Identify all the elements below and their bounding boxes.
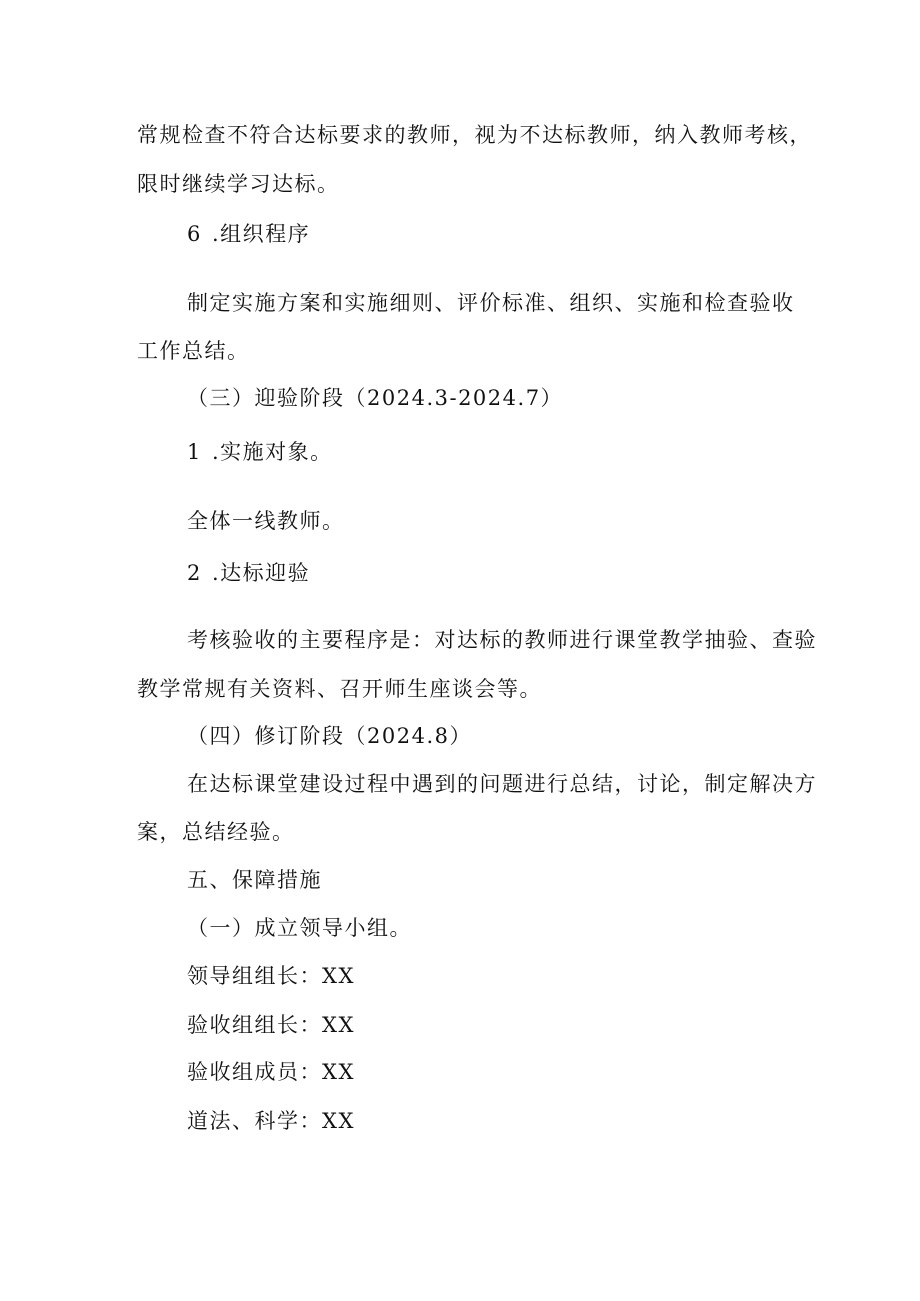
paragraph-line: 案，总结经验。	[137, 820, 295, 844]
subsection-heading: （一）成立领导小组。	[187, 916, 412, 940]
list-item-number: 6	[187, 222, 202, 246]
staff-line: 验收组成员：XX	[187, 1060, 355, 1084]
section-heading: 五、保障措施	[187, 868, 322, 892]
paragraph-line: 全体一线教师。	[187, 509, 345, 533]
list-item-title: .组织程序	[212, 222, 311, 246]
paragraph-line: 考核验收的主要程序是：对达标的教师进行课堂教学抽验、查验	[187, 628, 817, 652]
paragraph-line: 在达标课堂建设过程中遇到的问题进行总结，讨论，制定解决方	[187, 772, 817, 796]
staff-line: 领导组组长：XX	[187, 964, 355, 988]
list-item-title: .达标迎验	[212, 561, 311, 585]
paragraph-line: 工作总结。	[137, 339, 250, 363]
paragraph-line: 常规检查不符合达标要求的教师，视为不达标教师，纳入教师考核，	[137, 123, 812, 147]
paragraph-line: 教学常规有关资料、召开师生座谈会等。	[137, 677, 542, 701]
staff-line: 道法、科学：XX	[187, 1109, 355, 1133]
list-item-title: .实施对象。	[212, 440, 333, 464]
stage-heading: （三）迎验阶段（2024.3-2024.7）	[187, 386, 564, 410]
paragraph-line: 限时继续学习达标。	[137, 172, 340, 196]
staff-line: 验收组组长：XX	[187, 1013, 355, 1037]
list-item-number: 2	[187, 561, 202, 585]
paragraph-line: 制定实施方案和实施细则、评价标准、组织、实施和检查验收	[187, 291, 795, 315]
list-item-number: 1	[187, 440, 202, 464]
stage-heading: （四）修订阶段（2024.8）	[187, 724, 472, 748]
